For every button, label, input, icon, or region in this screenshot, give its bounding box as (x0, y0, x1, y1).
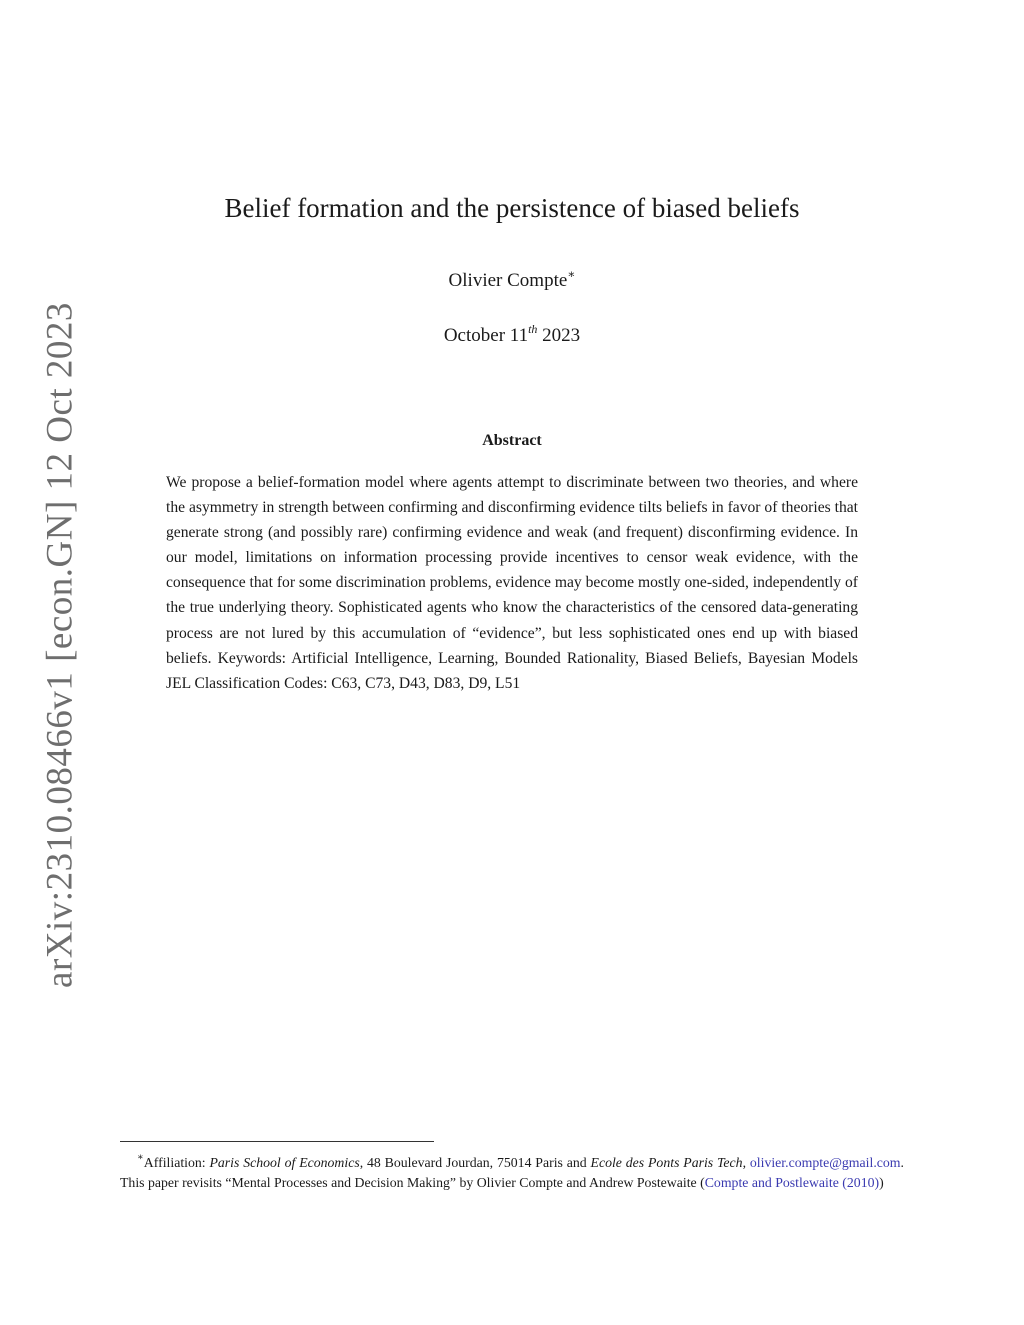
footnote-revisit-text: . This paper revisits “Mental Processes and Decision Making” by Olivier Compte and Andrew Postewaite ( (120, 1155, 904, 1190)
paper-date (0, 321, 1024, 347)
date-month-day: October 11 (443, 325, 529, 346)
paper-title: Belief formation and the persistence of biased beliefs (224, 193, 800, 223)
footnote-comma: , (742, 1155, 747, 1170)
author-footnote-mark[interactable]: ∗ (567, 266, 576, 281)
footnote-address: , 48 Boulevard Jourdan, 75014 Paris and (359, 1155, 591, 1170)
footnote-institution-1: Paris School of Economics (209, 1155, 360, 1170)
footnote (120, 1153, 904, 1193)
citation-close: ) (874, 1175, 880, 1190)
footnote-final-paren: ) (879, 1175, 884, 1190)
footnote-divider (120, 1141, 434, 1142)
citation-open: ( (838, 1175, 847, 1190)
footnote-mark: ∗ (137, 1152, 144, 1164)
date-year: 2023 (542, 325, 581, 346)
citation-year-link[interactable]: 2010 (846, 1175, 875, 1190)
author-name: Olivier Compte (448, 270, 568, 291)
citation-authors-link[interactable]: Compte and Postlewaite (704, 1175, 839, 1190)
date-ordinal-suffix: th (528, 321, 538, 336)
abstract-heading: Abstract (482, 432, 542, 449)
footnote-institution-2: Ecole des Ponts Paris Tech (590, 1155, 743, 1170)
author-line (0, 266, 1024, 292)
footnote-affiliation-label: Affiliation: (143, 1155, 210, 1170)
abstract-body: We propose a belief-formation model where agents attempt to discriminate between two theories, and where the asymmetry in strength between confirming and disconfirming evidence tilts beliefs in favor of theories that generate strong (and possibly rare) confirming evidence and weak (and frequent) disconfirming evidence. In our model, limitations on information processing provide incentives to censor weak evidence, with the consequence that for some discrimination problems, evidence may become mostly one-sided, independently of the true underlying theory. Sophisticated agents who know the characteristics of the censored data-generating process are not lured by this accumulation of “evidence”, but less sophisticated ones end up with biased beliefs. Keywords: Artificial Intelligence, Learning, Bounded Rationality, Biased Beliefs, Bayesian Models JEL Classification Codes: C63, C73, D43, D83, D9, L51 (166, 474, 858, 692)
footnote-email-link[interactable]: olivier.compte@gmail.com (749, 1155, 901, 1170)
arxiv-identifier: arXiv:2310.08466v1 [econ.GN] 12 Oct 2023 (39, 302, 81, 988)
